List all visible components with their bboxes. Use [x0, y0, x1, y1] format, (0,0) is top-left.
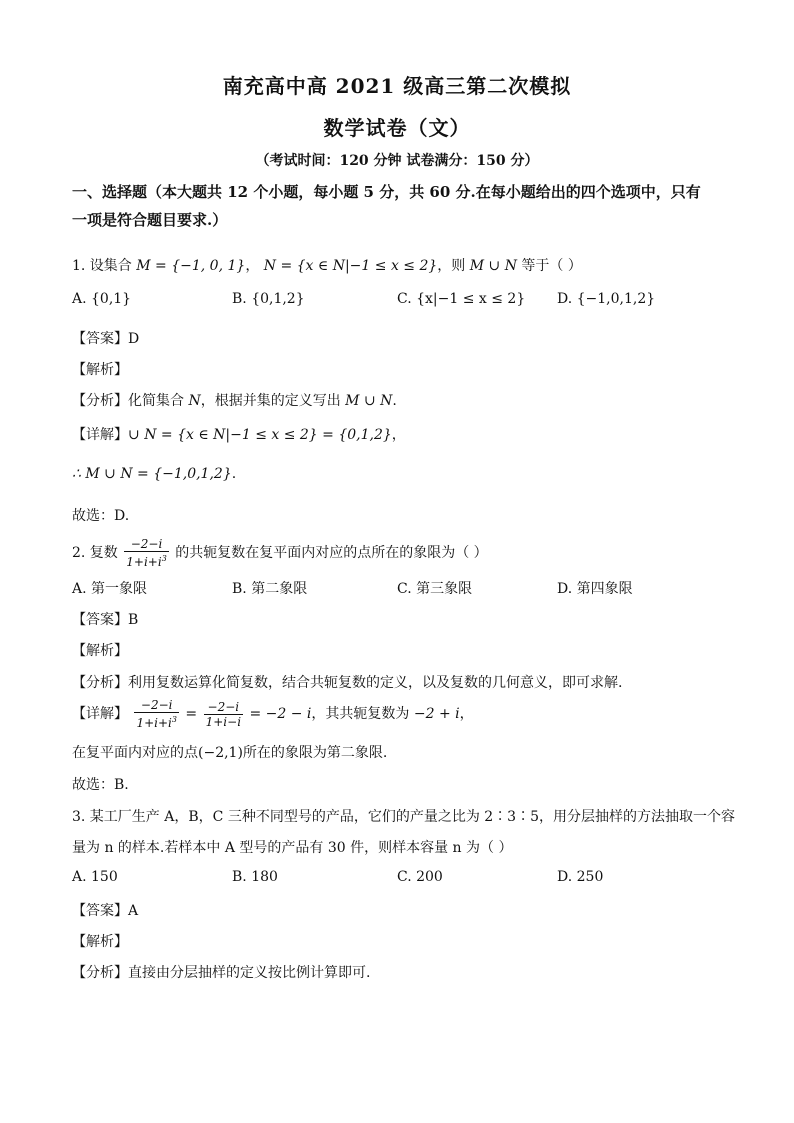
q2-detail-frac1-den-sup: 3	[171, 715, 177, 724]
q1-mid: ，则	[437, 258, 466, 274]
q2-conj: −2 + i	[413, 706, 460, 722]
q1-choose: 故选：D.	[72, 508, 130, 524]
q2-detail-eq1: =	[185, 706, 198, 722]
exam-subtitle: 数学试卷（文）	[323, 116, 471, 140]
q2-detail-frac1-den	[134, 713, 179, 730]
q2-option-d: D. 第四象限	[557, 581, 633, 597]
q1-fenxi-end: .	[392, 393, 397, 409]
q1-conclusion	[72, 466, 236, 482]
q2-frac-num: −2−i	[124, 537, 169, 552]
q1-conclusion-math: ∴ M ∪ N = {−1,0,1,2}	[72, 466, 232, 482]
q1-fenxi-mid: ，根据并集的定义写出	[200, 393, 341, 409]
q2-detail-prefix: 【详解】	[72, 706, 128, 722]
q1-fenxi	[72, 390, 397, 410]
exam-info: （考试时间：120 分钟 试卷满分：150 分）	[255, 153, 539, 169]
q1-option-b: B. {0,1,2}	[232, 291, 305, 307]
q2-detail-frac1-den-text: 1+i+i	[136, 716, 172, 730]
q1-fenxi-union: M ∪ N	[345, 393, 393, 409]
q3-option-a: A. 150	[72, 869, 118, 885]
q1-set-m: M = {−1, 0, 1}	[136, 258, 246, 274]
q1-detail-math: N = {x ∈ N|−1 ≤ x ≤ 2} = {0,1,2}	[144, 427, 392, 443]
q3-analysis-label: 【解析】	[72, 934, 128, 950]
q2-detail-eq2: = −2 − i	[249, 706, 312, 722]
exam-title: 南充高中高 2021 级高三第二次模拟	[222, 74, 572, 98]
q1-set-n: N = {x ∈ N|−1 ≤ x ≤ 2}	[263, 258, 438, 274]
q1-union: M ∪ N	[469, 258, 517, 274]
q2-detail-mid: ，其共轭复数为	[311, 706, 410, 722]
q3-option-c: C. 200	[397, 869, 443, 885]
q2-detail-frac1	[134, 698, 179, 730]
q2-answer: 【答案】B	[72, 612, 139, 628]
q2-choose: 故选：B.	[72, 777, 129, 793]
q3-option-b: B. 180	[232, 869, 278, 885]
q3-stem-line1: 3. 某工厂生产 A，B，C 三种不同型号的产品，它们的产量之比为 2∶3∶5，用分层抽样的方法抽取一个容	[72, 809, 735, 825]
q1-option-d: D. {−1,0,1,2}	[557, 291, 656, 307]
q1-detail-prefix: 【详解】∪	[72, 427, 140, 443]
q3-fenxi: 【分析】直接由分层抽样的定义按比例计算即可.	[72, 965, 371, 981]
q1-suffix: 等于（ ）	[521, 258, 582, 274]
section-heading	[72, 178, 732, 234]
q3-answer: 【答案】A	[72, 903, 139, 919]
q2-option-a: A. 第一象限	[72, 581, 148, 597]
q1-fenxi-n: N	[188, 393, 201, 409]
q2-detail-frac2-den: 1+i−i	[205, 714, 242, 729]
q1-sep: ，	[245, 258, 260, 274]
q2-frac-den	[124, 552, 169, 569]
q2-frac-den-text: 1+i+i	[126, 555, 162, 569]
q2-point-prefix: 在复平面内对应的点	[72, 745, 198, 761]
section-heading-line1: 一、选择题（本大题共 12 个小题，每小题 5 分，共 60 分.在每小题给出的四个选项中，只有	[72, 183, 701, 201]
q3-option-d: D. 250	[557, 869, 604, 885]
q2-detail	[72, 698, 474, 730]
q2-option-b: B. 第二象限	[232, 581, 308, 597]
q2-fraction	[124, 537, 169, 569]
q1-prefix: 1. 设集合	[72, 258, 132, 274]
q2-fenxi: 【分析】利用复数运算化简复数，结合共轭复数的定义，以及复数的几何意义，即可求解.	[72, 675, 623, 691]
q2-detail-frac2	[204, 700, 243, 729]
q1-option-c: C. {x|−1 ≤ x ≤ 2}	[397, 291, 526, 307]
q1-analysis-label: 【解析】	[72, 362, 128, 378]
q1-option-a: A. {0,1}	[72, 291, 132, 307]
q2-prefix: 2. 复数	[72, 545, 118, 561]
q1-stem	[72, 255, 582, 275]
q2-stem	[72, 537, 488, 569]
q2-detail-frac2-num: −2−i	[204, 700, 243, 715]
q2-detail-end: ，	[459, 706, 474, 722]
q1-conclusion-end: .	[231, 466, 237, 482]
q2-suffix: 的共轭复数在复平面内对应的点所在的象限为（ ）	[175, 545, 488, 561]
q3-stem-line2: 量为 n 的样本.若样本中 A 型号的产品有 30 件，则样本容量 n 为（ ）	[72, 840, 513, 856]
q2-analysis-label: 【解析】	[72, 643, 128, 659]
q1-detail-end: ，	[391, 427, 406, 443]
q2-frac-den-sup: 3	[161, 554, 167, 563]
q2-option-c: C. 第三象限	[397, 581, 473, 597]
section-heading-line2: 一项是符合题目要求.）	[72, 211, 228, 229]
q2-point-suffix: 所在的象限为第二象限.	[242, 745, 388, 761]
q1-detail	[72, 424, 406, 444]
q1-answer: 【答案】D	[72, 331, 140, 347]
q2-point-line	[72, 742, 387, 762]
q2-point: (−2,1)	[198, 745, 243, 761]
q2-detail-frac1-num: −2−i	[134, 698, 179, 713]
q1-fenxi-prefix: 【分析】化简集合	[72, 393, 184, 409]
